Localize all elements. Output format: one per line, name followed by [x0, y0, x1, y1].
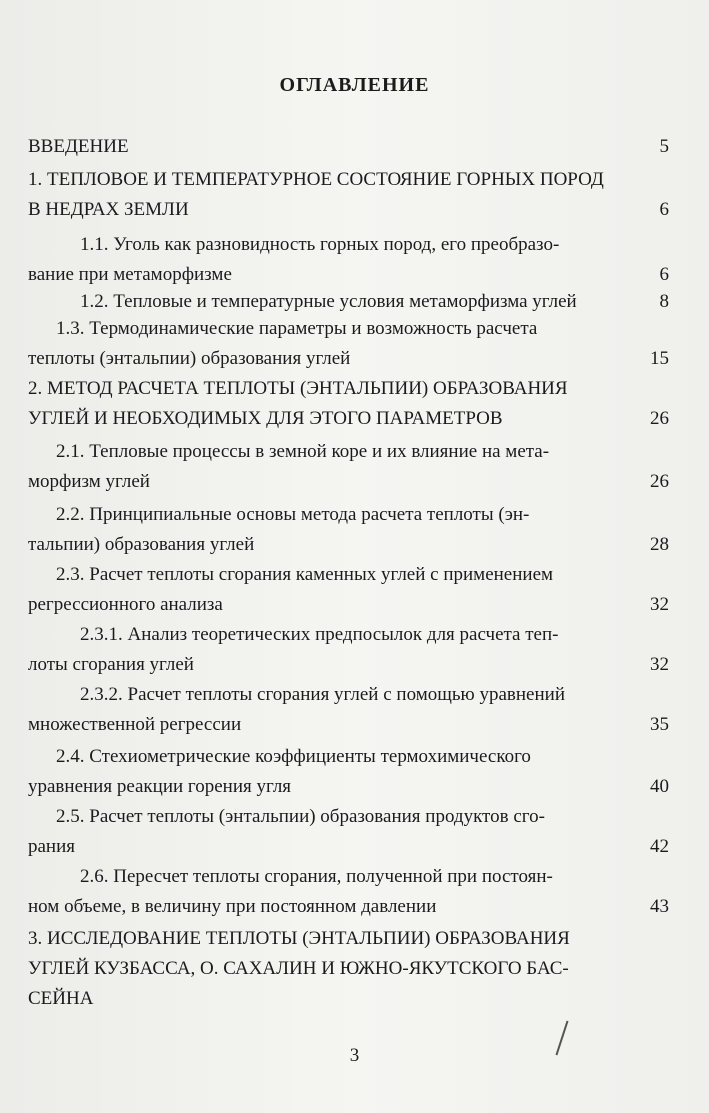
toc-entry-line: ном объеме, в величину при постоянном давлении	[28, 896, 437, 917]
toc-entry-page: 5	[659, 136, 669, 157]
toc-entry-line: лоты сгорания углей	[28, 654, 194, 675]
toc-entry-line: 1.2. Тепловые и температурные условия метаморфизма углей	[80, 291, 577, 312]
toc-entry-page: 15	[650, 348, 669, 369]
toc-entry-line: 2.5. Расчет теплоты (энтальпии) образования продуктов сго-	[56, 806, 545, 827]
toc-entry-page: 43	[650, 896, 669, 917]
toc-entry-line: ВВЕДЕНИЕ	[28, 136, 129, 157]
toc-entry-line: 1.1. Уголь как разновидность горных пород, его преобразо-	[80, 234, 560, 255]
toc-entry-line: морфизм углей	[28, 471, 150, 492]
toc-entry-page: 26	[650, 471, 669, 492]
toc-entry-line: В НЕДРАХ ЗЕМЛИ	[28, 199, 189, 220]
toc-entry-page: 26	[650, 408, 669, 429]
toc-entry-line: уравнения реакции горения угля	[28, 776, 292, 797]
toc-entry-page: 6	[659, 199, 669, 220]
toc-entry-page: 32	[650, 654, 669, 675]
toc-entry-line: 2.3. Расчет теплоты сгорания каменных углей с применением	[56, 564, 554, 585]
toc-entry-page: 6	[659, 264, 669, 285]
toc-entry-line: теплоты (энтальпии) образования углей	[28, 348, 351, 369]
toc-entry-line: 2.3.2. Расчет теплоты сгорания углей с помощью уравнений	[80, 684, 565, 705]
toc-entry-page: 32	[650, 594, 669, 615]
toc-entry-line: 2.4. Стехиометрические коэффициенты термохимического	[56, 746, 531, 767]
toc-entry-line: 2. МЕТОД РАСЧЕТА ТЕПЛОТЫ (ЭНТАЛЬПИИ) ОБРАЗОВАНИЯ	[28, 378, 568, 399]
toc-entry-page: 40	[650, 776, 669, 797]
toc-entry-line: множественной регрессии	[28, 714, 242, 735]
toc-entry-line: регрессионного анализа	[28, 594, 223, 615]
toc-entry-line: 2.1. Тепловые процессы в земной коре и их влияние на мета-	[56, 441, 550, 462]
toc-entry-line: 2.2. Принципиальные основы метода расчета теплоты (эн-	[56, 504, 530, 525]
toc-entry-line: УГЛЕЙ КУЗБАССА, О. САХАЛИН И ЮЖНО-ЯКУТСКОГО БАС-	[28, 958, 569, 979]
toc-entry-line: 1. ТЕПЛОВОЕ И ТЕМПЕРАТУРНОЕ СОСТОЯНИЕ ГОРНЫХ ПОРОД	[28, 169, 604, 190]
toc-entry-line: 2.3.1. Анализ теоретических предпосылок для расчета теп-	[80, 624, 559, 645]
toc-entry-page: 28	[650, 534, 669, 555]
toc-entry-line: УГЛЕЙ И НЕОБХОДИМЫХ ДЛЯ ЭТОГО ПАРАМЕТРОВ	[28, 408, 503, 429]
toc-entry-line: тальпии) образования углей	[28, 534, 255, 555]
toc-entry-line: 2.6. Пересчет теплоты сгорания, полученной при постоян-	[80, 866, 553, 887]
toc-entry-line: 1.3. Термодинамические параметры и возможность расчета	[56, 318, 538, 339]
toc-entry-page: 8	[659, 291, 669, 312]
toc-title: ОГЛАВЛЕНИЕ	[279, 74, 430, 96]
page-number: 3	[349, 1045, 360, 1066]
toc-entry-page: 42	[650, 836, 669, 857]
toc-entry-page: 35	[650, 714, 669, 735]
toc-entry-line: 3. ИССЛЕДОВАНИЕ ТЕПЛОТЫ (ЭНТАЛЬПИИ) ОБРАЗОВАНИЯ	[28, 928, 570, 949]
toc-entry-line: СЕЙНА	[28, 988, 94, 1009]
toc-entry-line: вание при метаморфизме	[28, 264, 232, 285]
toc-entry-line: рания	[28, 836, 76, 857]
